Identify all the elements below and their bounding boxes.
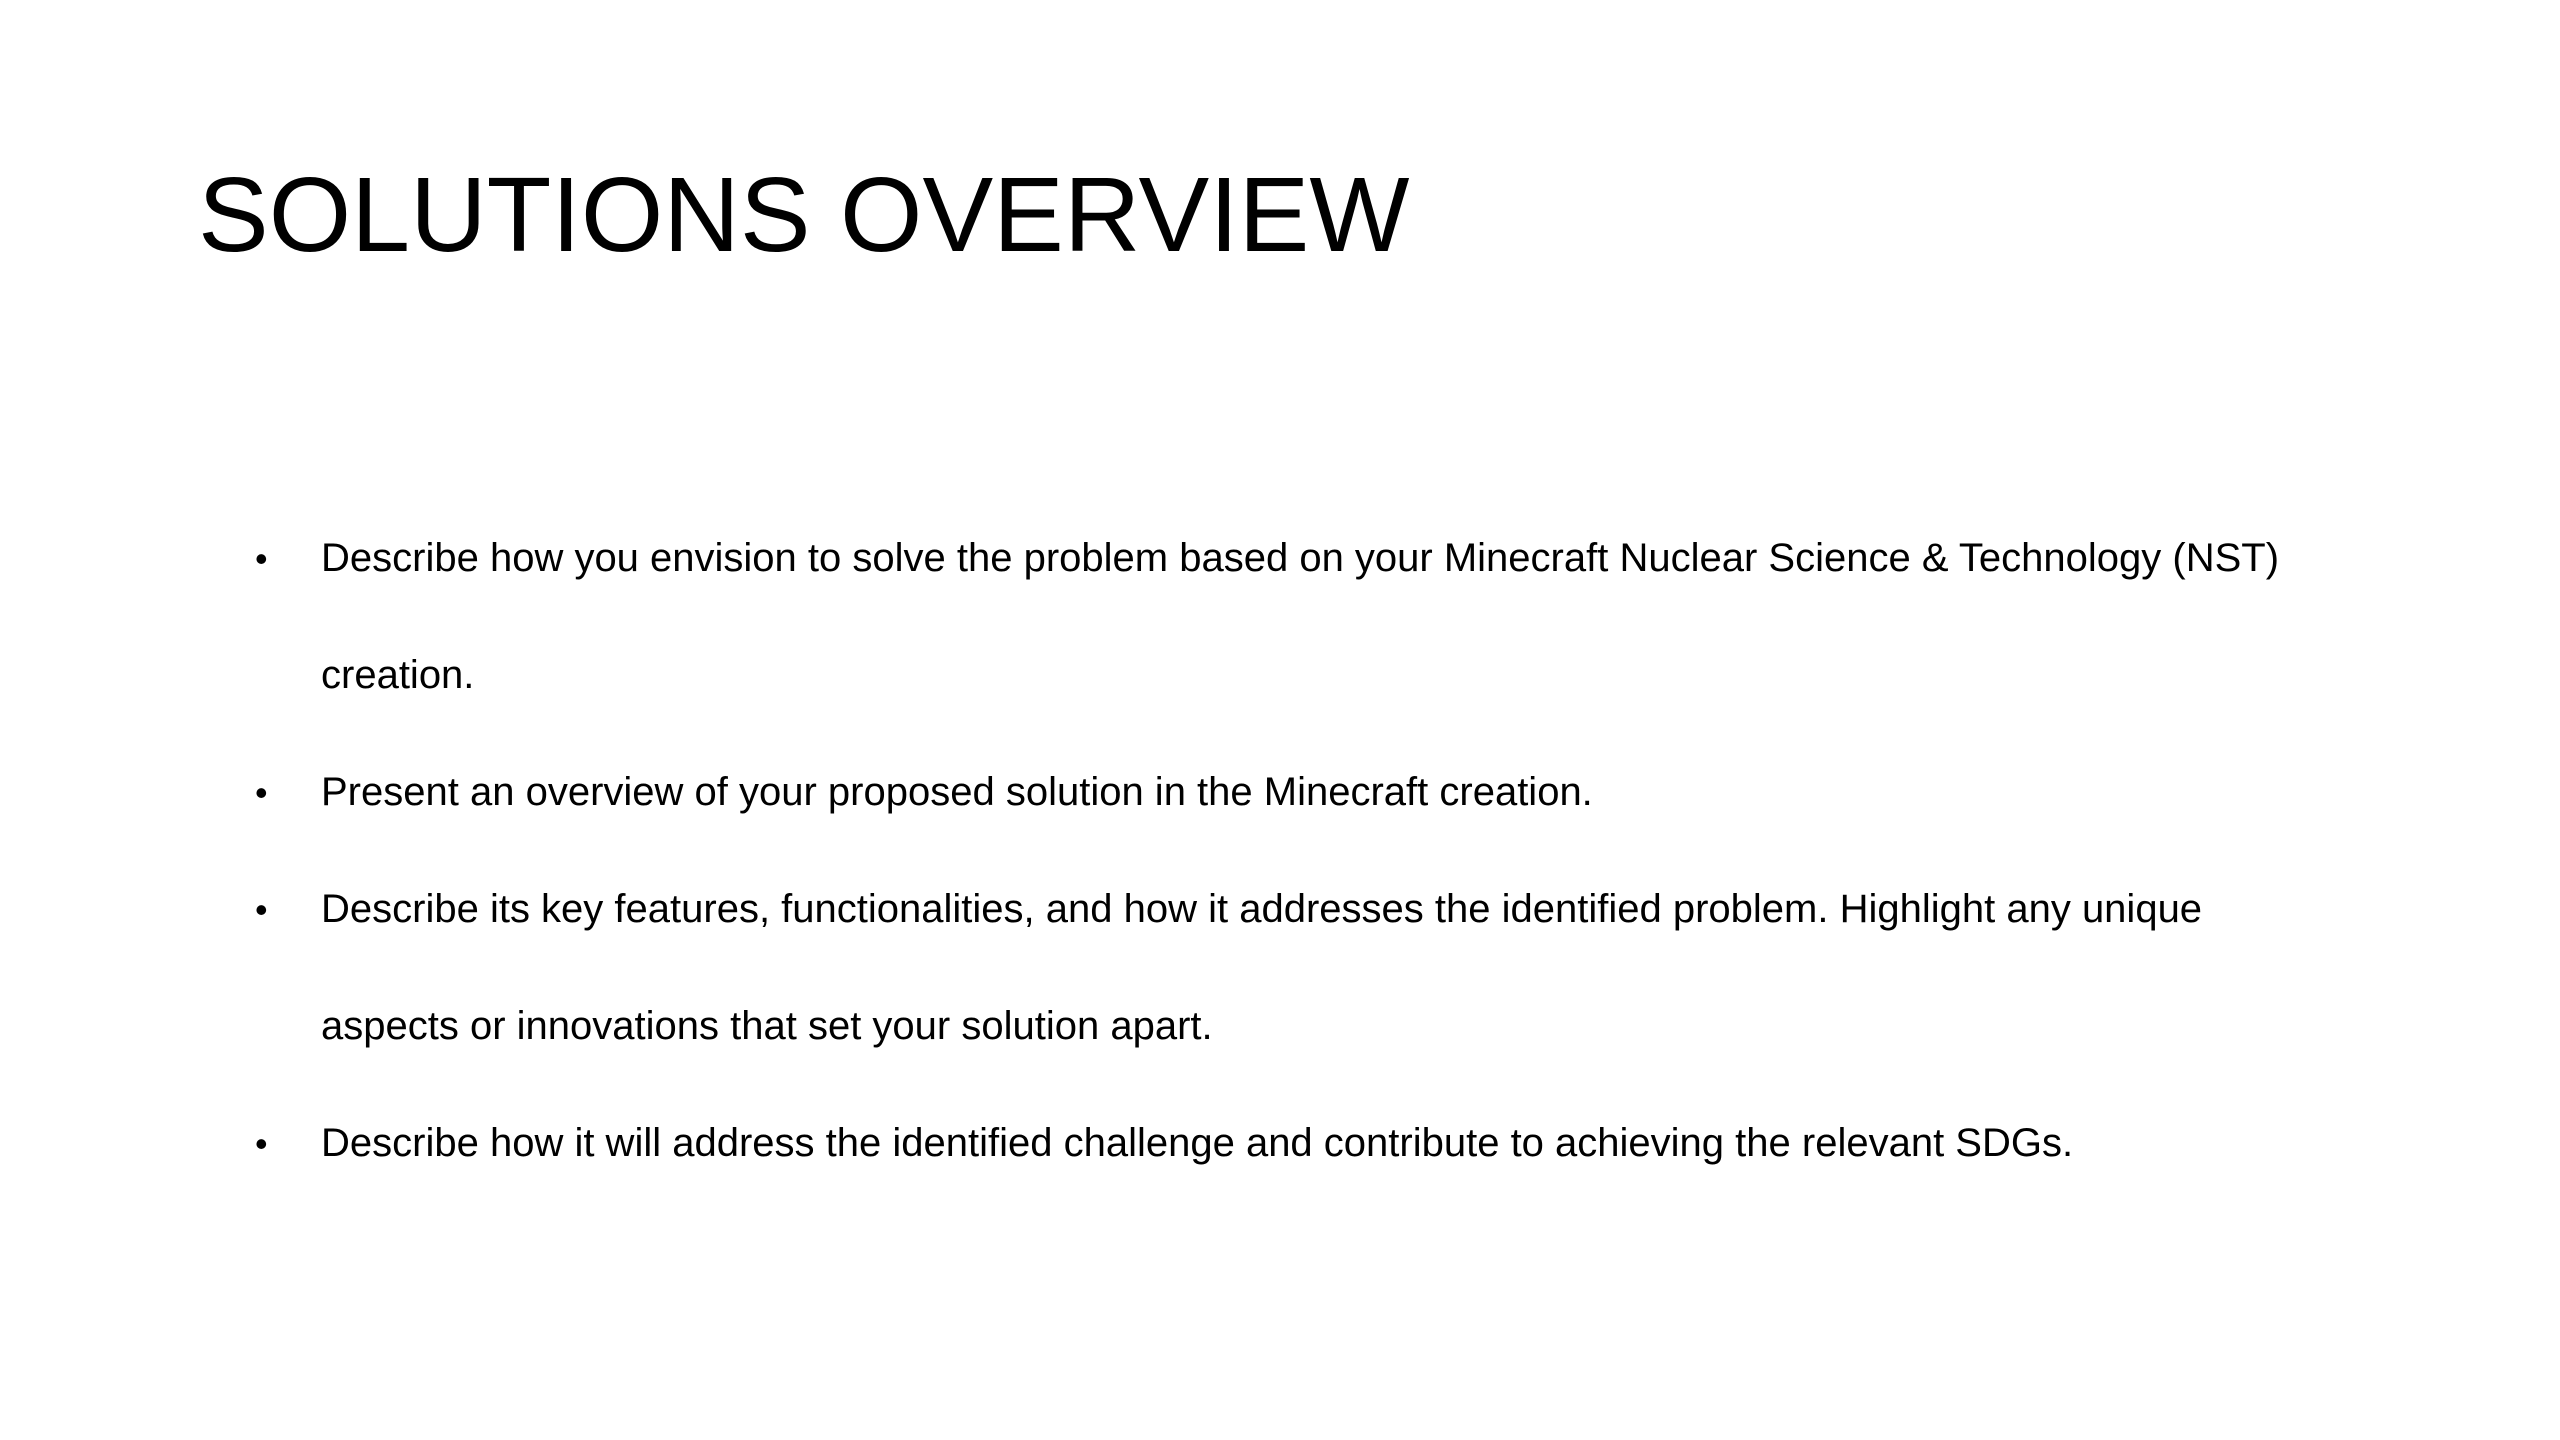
bullet-text: Describe its key features, functionalities, and how it addresses the identified problem. Highlight any unique aspects or innovations that set your solution apart. xyxy=(321,887,2203,1048)
bullet-text: Describe how it will address the identified challenge and contribute to achieving the relevant SDGs. xyxy=(321,1121,2074,1165)
bullet-item xyxy=(255,1085,2315,1202)
bullet-dot-icon: • xyxy=(255,538,268,579)
bullet-item xyxy=(255,500,2315,734)
bullet-item xyxy=(255,734,2315,851)
bullet-item xyxy=(255,851,2315,1085)
bullet-dot-icon: • xyxy=(255,1123,268,1164)
bullet-dot-icon: • xyxy=(255,889,268,930)
bullet-text: Present an overview of your proposed solution in the Minecraft creation. xyxy=(321,770,1593,814)
slide-title: SOLUTIONS OVERVIEW xyxy=(198,156,1410,274)
bullet-dot-icon: • xyxy=(255,772,268,813)
bullet-text: Describe how you envision to solve the problem based on your Minecraft Nuclear Science & Technology (NST) creation. xyxy=(321,536,2280,697)
bullet-list xyxy=(255,500,2315,1202)
